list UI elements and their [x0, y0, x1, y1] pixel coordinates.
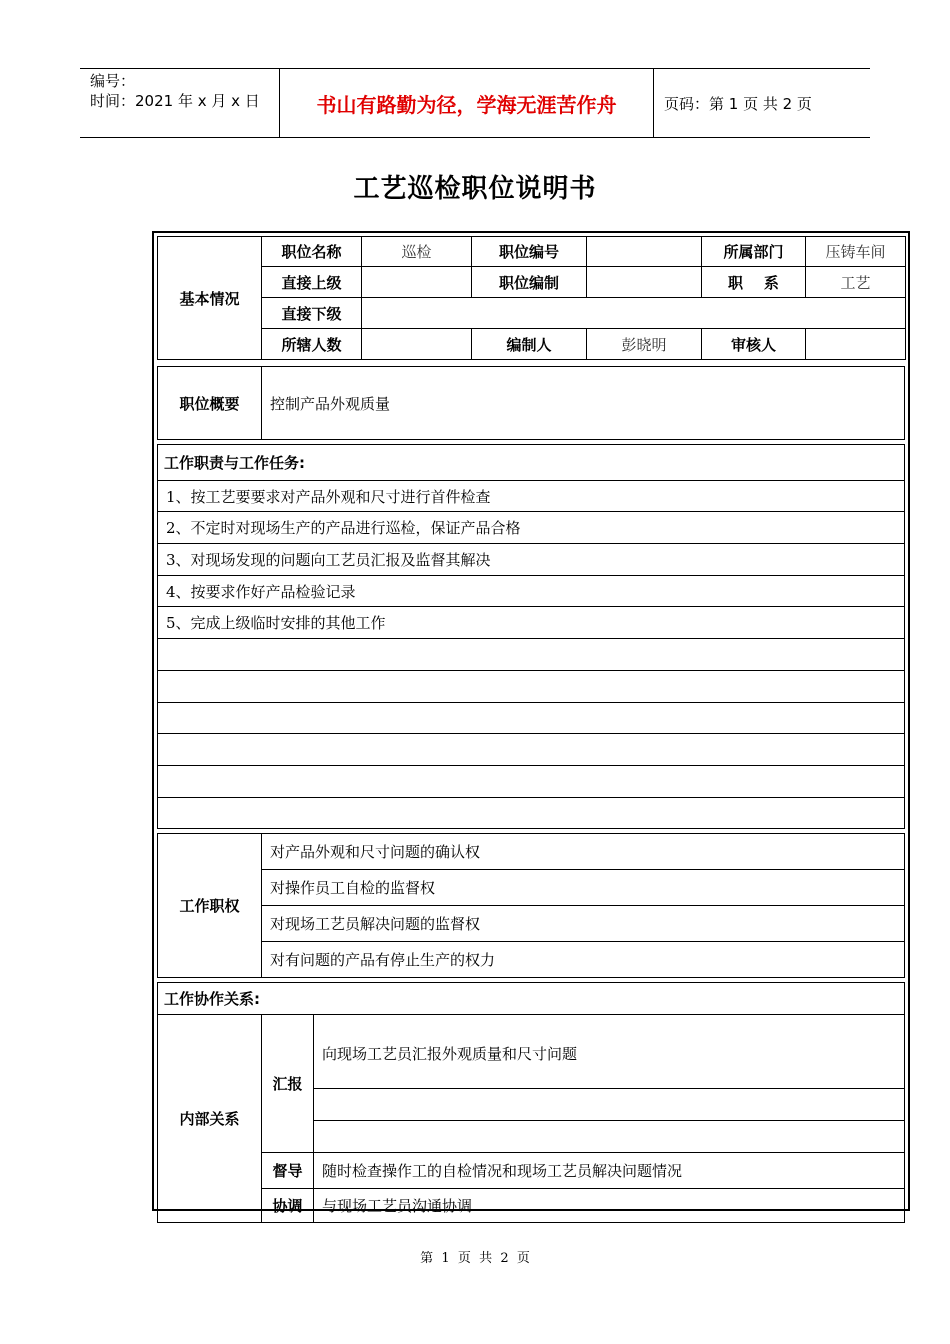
basic-info-table [157, 236, 906, 360]
subordinate-count-label: 所辖人数 [262, 329, 362, 360]
duty-item-empty [158, 639, 905, 671]
position-name-label: 职位名称 [262, 237, 362, 267]
duties-heading: 工作职责与工作任务: [158, 445, 905, 481]
reviewer-label: 审核人 [702, 329, 806, 360]
subordinate-value [362, 298, 906, 329]
page-footer: 第 1 页 共 2 页 [420, 1251, 530, 1266]
duty-item: 2、不定时对现场生产的产品进行巡检，保证产品合格 [158, 512, 905, 544]
duty-item-empty [158, 798, 905, 829]
authority-item: 对有问题的产品有停止生产的权力 [262, 942, 905, 978]
duty-item-empty [158, 671, 905, 703]
document-number-label: 编号： [90, 72, 136, 90]
author-value: 彭晓明 [587, 329, 702, 360]
duty-item: 4、按要求作好产品检验记录 [158, 576, 905, 607]
basic-section-label: 基本情况 [158, 237, 262, 360]
headcount-value [587, 267, 702, 298]
headcount-label: 职位编制 [472, 267, 587, 298]
internal-relations-label: 内部关系 [158, 1015, 262, 1223]
page-header [80, 68, 870, 138]
summary-text: 控制产品外观质量 [262, 367, 905, 440]
author-label: 编制人 [472, 329, 587, 360]
document-title: 工艺巡检职位说明书 [353, 174, 597, 204]
authority-item: 对操作员工自检的监督权 [262, 870, 905, 906]
report-item-empty [314, 1089, 905, 1121]
duty-item: 5、完成上级临时安排的其他工作 [158, 607, 905, 639]
header-page-number: 页码：第 1 页 共 2 页 [664, 94, 812, 113]
coordinate-text: 与现场工艺员沟通协调 [314, 1189, 905, 1223]
department-label: 所属部门 [702, 237, 806, 267]
series-value: 工艺 [806, 267, 906, 298]
position-code-label: 职位编号 [472, 237, 587, 267]
supervise-text: 随时检查操作工的自检情况和现场工艺员解决问题情况 [314, 1153, 905, 1189]
authority-table [157, 833, 905, 978]
form-body [157, 236, 905, 1223]
position-name-value: 巡检 [362, 237, 472, 267]
position-code-value [587, 237, 702, 267]
report-item-empty [314, 1121, 905, 1153]
authority-label: 工作职权 [158, 834, 262, 978]
department-value: 压铸车间 [806, 237, 906, 267]
coordinate-label: 协调 [262, 1189, 314, 1223]
authority-item: 对现场工艺员解决问题的监督权 [262, 906, 905, 942]
duty-item-empty [158, 766, 905, 798]
cooperation-heading: 工作协作关系: [158, 983, 905, 1015]
reviewer-value [806, 329, 906, 360]
supervise-label: 督导 [262, 1153, 314, 1189]
superior-value [362, 267, 472, 298]
summary-label: 职位概要 [158, 367, 262, 440]
superior-label: 直接上级 [262, 267, 362, 298]
cooperation-table [157, 982, 905, 1223]
document-time-label: 时间：2021 年 x 月 x 日 [90, 92, 260, 110]
series-label: 职 系 [702, 267, 806, 298]
header-meta [80, 69, 280, 137]
duty-item: 3、对现场发现的问题向工艺员汇报及监督其解决 [158, 544, 905, 576]
duty-item-empty [158, 703, 905, 734]
subordinate-label: 直接下级 [262, 298, 362, 329]
report-item: 向现场工艺员汇报外观质量和尺寸问题 [314, 1015, 905, 1089]
header-motto: 书山有路勤为径，学海无涯苦作舟 [280, 69, 654, 137]
duty-item: 1、按工艺要要求对产品外观和尺寸进行首件检查 [158, 481, 905, 512]
duties-table [157, 444, 905, 829]
authority-item: 对产品外观和尺寸问题的确认权 [262, 834, 905, 870]
subordinate-count-value [362, 329, 472, 360]
report-label: 汇报 [262, 1015, 314, 1153]
summary-table [157, 366, 905, 440]
duty-item-empty [158, 734, 905, 766]
